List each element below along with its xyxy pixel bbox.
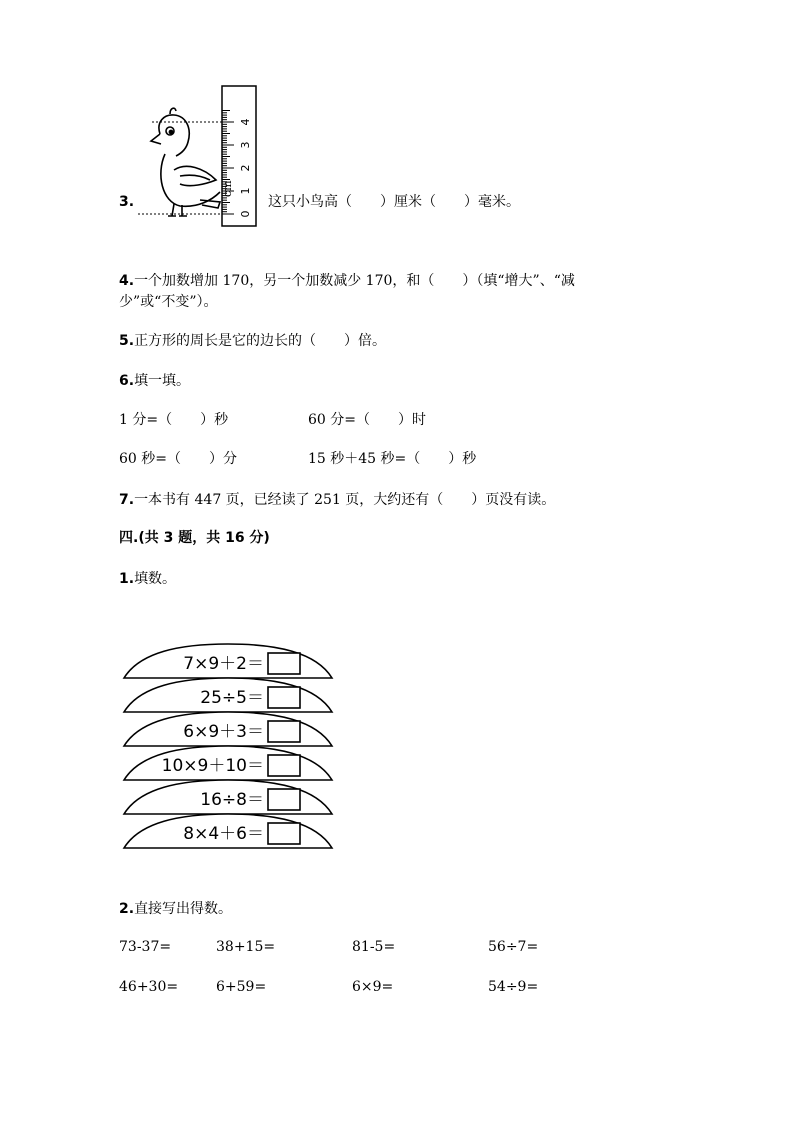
ruler-label: 3 <box>239 141 252 149</box>
q6-item: 60 秒=（ ）分 <box>119 451 237 467</box>
q6-item: 60 分=（ ）时 <box>308 412 426 428</box>
ruler-label: 2 <box>239 164 252 172</box>
ruler-unit-label: cm <box>221 180 234 197</box>
calc-item: 38+15= <box>216 939 276 955</box>
q3-number: 3. <box>119 194 135 210</box>
answer-box <box>268 823 300 844</box>
answer-box <box>268 789 300 810</box>
calc-item: 46+30= <box>119 979 179 995</box>
ruler-label: 0 <box>239 210 252 218</box>
q3-text: 这只小鸟高（ ）厘米（ ）毫米。 <box>268 194 520 210</box>
answer-box <box>268 687 300 708</box>
section-title: 四.(共 3 题，共 16 分) <box>119 530 270 546</box>
equation-text: 8×4＋6＝ <box>183 824 264 844</box>
equation-text: 16÷8＝ <box>200 790 264 810</box>
calc-item: 56÷7= <box>488 939 539 955</box>
q4-line2: 少”或“不变”）。 <box>119 294 218 310</box>
equation-text: 25÷5＝ <box>200 688 264 708</box>
p2-text: 2.直接写出得数。 <box>119 901 233 917</box>
q6-text: 6.填一填。 <box>119 373 191 389</box>
calc-item: 81-5= <box>352 939 396 955</box>
answer-box <box>268 721 300 742</box>
equation-stack <box>120 640 340 850</box>
q7-text: 7.一本书有 447 页，已经读了 251 页，大约还有（ ）页没有读。 <box>119 492 556 508</box>
ruler-label: 1 <box>239 187 252 195</box>
calc-item: 73-37= <box>119 939 172 955</box>
calc-item: 54÷9= <box>488 979 539 995</box>
calc-item: 6×9= <box>352 979 394 995</box>
bird-ruler-figure <box>130 84 265 230</box>
answer-box <box>268 653 300 674</box>
calc-item: 6+59= <box>216 979 267 995</box>
q6-item: 1 分=（ ）秒 <box>119 412 229 428</box>
bird-icon <box>151 108 220 216</box>
q4-line1: 4.一个加数增加 170，另一个加数减少 170，和（ ）（填“增大”、“减 <box>119 273 575 289</box>
p1-text: 1.填数。 <box>119 571 177 587</box>
ruler-label: 4 <box>239 118 252 126</box>
equation-text: 7×9＋2＝ <box>183 654 264 674</box>
equation-text: 10×9＋10＝ <box>161 756 264 776</box>
q6-item: 15 秒＋45 秒=（ ）秒 <box>308 451 477 467</box>
q5-text: 5.正方形的周长是它的边长的（ ）倍。 <box>119 333 387 349</box>
answer-box <box>268 755 300 776</box>
equation-text: 6×9＋3＝ <box>183 722 264 742</box>
